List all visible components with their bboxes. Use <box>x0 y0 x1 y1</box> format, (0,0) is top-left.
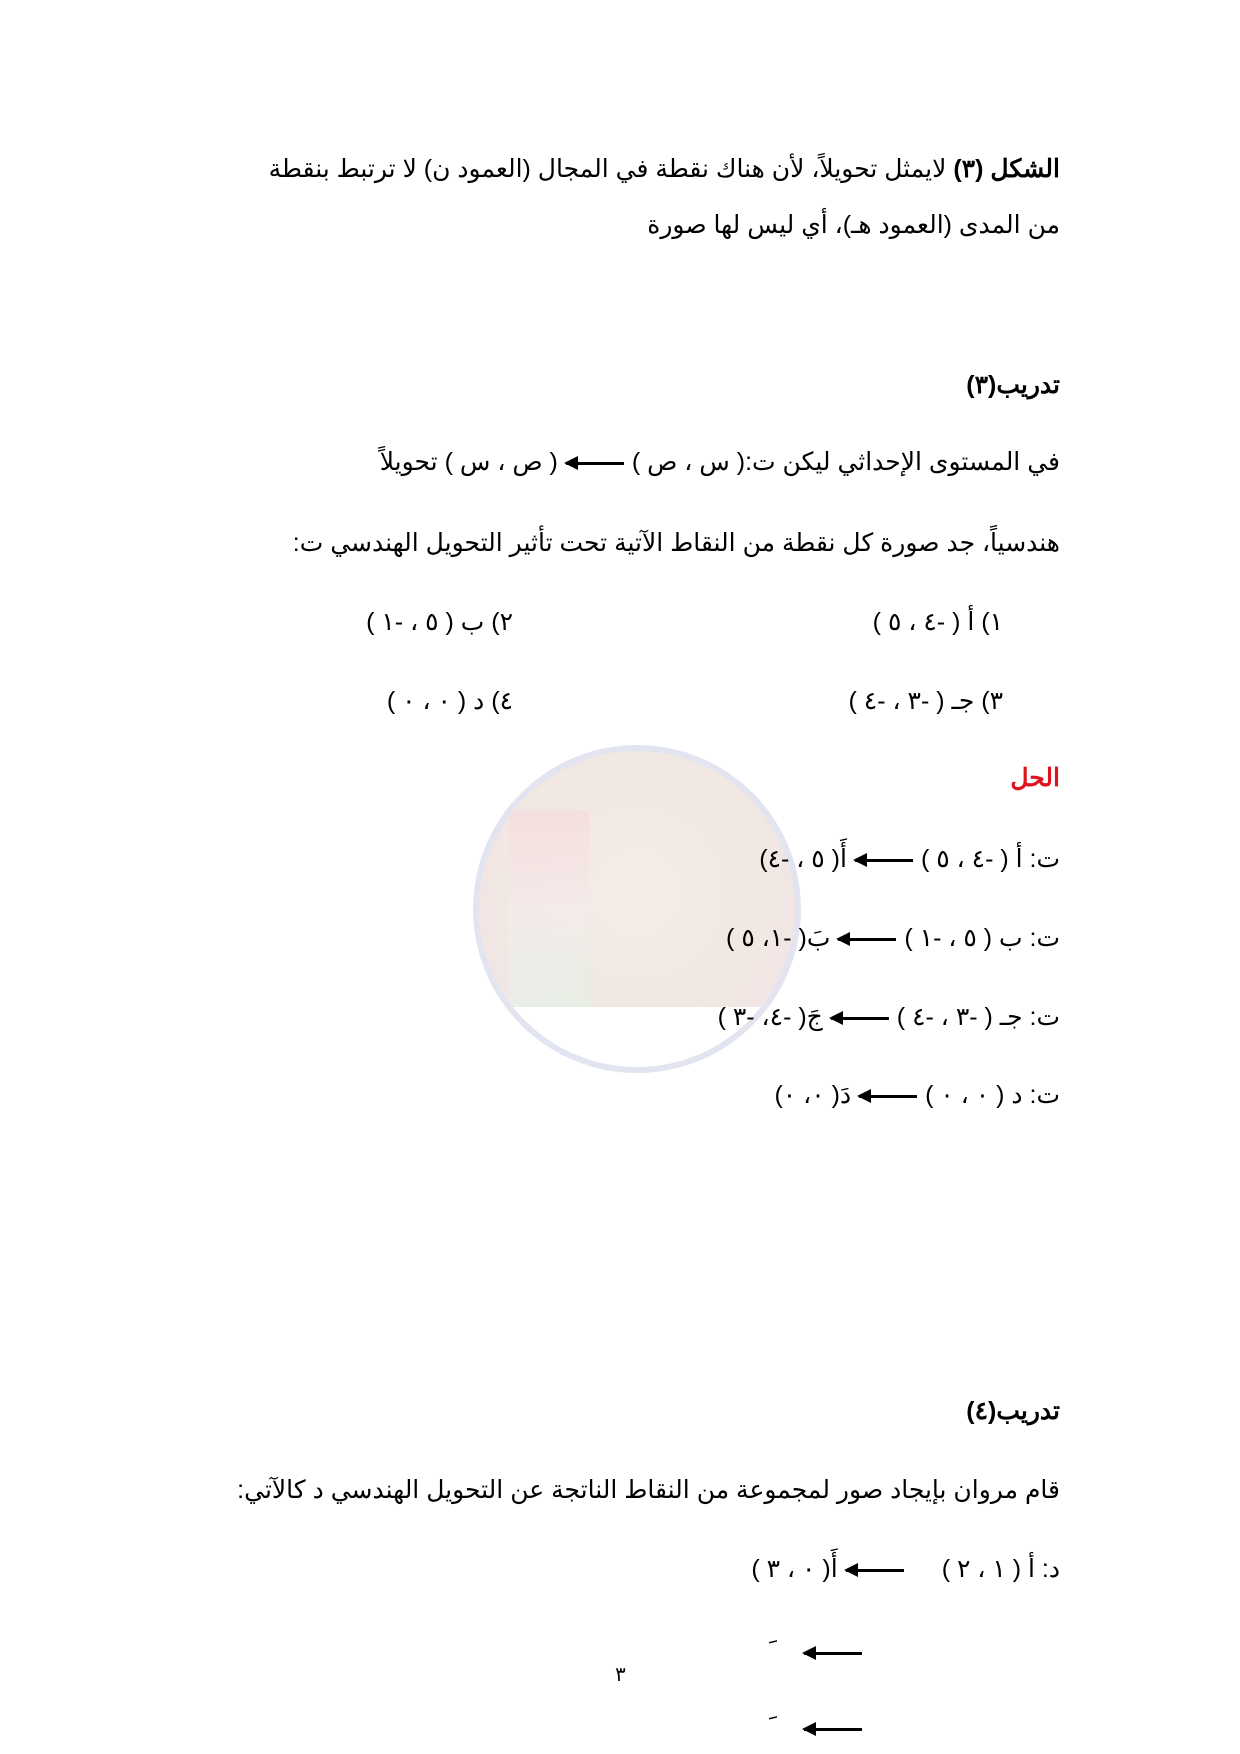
page-number: ٣ <box>615 1664 626 1686</box>
solution-from: ت: جـ ( -٣ ، -٤ ) <box>896 1003 1060 1031</box>
intro-part-a: في المستوى الإحداثي ليكن ت:( س ، ص ) <box>631 448 1060 476</box>
exercise3-intro <box>380 446 1060 478</box>
row-to: أَ( ٠ ، ٣ ) <box>751 1555 838 1583</box>
point-2: ٢) ب ( ٥ ، -١ ) <box>366 608 513 636</box>
solution-to: بَ( -١، ٥ ) <box>726 924 831 952</box>
point-3: ٣) جـ ( -٣ ، -٤ ) <box>848 687 1003 715</box>
intro-part-b: ( ص ، س ) تحويلاً <box>379 448 558 476</box>
solution-label: الحل <box>1010 764 1060 792</box>
arrow-icon <box>831 1017 889 1020</box>
exercise4-title: تدريب(٤) <box>966 1397 1060 1425</box>
solution-row <box>774 1079 1060 1111</box>
prime-mark <box>736 1711 796 1743</box>
exercise4-intro: قام مروان بإيجاد صور لمجموعة من النقاط الناتجة عن التحويل الهندسي د كالآتي: <box>237 1476 1060 1504</box>
solution-from: ت: ب ( ٥ ، -١ ) <box>904 924 1060 952</box>
exercise4-row <box>751 1553 1060 1585</box>
solution-from: ت: د ( ٠ ، ٠ ) <box>925 1081 1060 1109</box>
exercise3-instruction: هندسياً، جد صورة كل نقطة من النقاط الآتية تحت تأثير التحويل الهندسي ت: <box>292 529 1060 557</box>
shape3-line2: من المدى (العمود هـ)، أي ليس لها صورة <box>647 211 1060 239</box>
arrow-icon <box>566 462 624 465</box>
arrow-icon <box>855 859 913 862</box>
solution-to: جَ( -٤، -٣ ) <box>717 1003 823 1031</box>
exercise3-title: تدريب(٣) <box>966 371 1060 399</box>
arrow-icon <box>859 1095 917 1098</box>
solution-row <box>726 922 1060 954</box>
prime-mark <box>736 1635 796 1667</box>
row-from: د: أ ( ١ ، ٢ ) <box>941 1555 1060 1583</box>
solution-row <box>718 1001 1060 1033</box>
solution-from: ت: أ ( -٤ ، ٥ ) <box>920 845 1060 873</box>
shape3-text: لايمثل تحويلاً، لأن هناك نقطة في المجال (العمود ن) لا ترتبط بنقطة <box>268 155 947 183</box>
arrow-icon <box>838 938 896 941</box>
arrow-icon <box>804 1728 862 1731</box>
arrow-icon <box>804 1652 862 1655</box>
shape3-line1 <box>269 153 1060 185</box>
solution-row <box>759 843 1060 875</box>
exercise4-blank-row <box>736 1711 870 1744</box>
point-1: ١) أ ( -٤ ، ٥ ) <box>872 608 1003 636</box>
exercise4-blank-row <box>736 1635 870 1668</box>
point-4: ٤) د ( ٠ ، ٠ ) <box>386 687 513 715</box>
shape3-label: الشكل (٣) <box>953 155 1060 183</box>
solution-to: دَ( ٠، ٠) <box>774 1081 852 1109</box>
solution-to: أَ( ٥ ، -٤) <box>759 845 847 873</box>
arrow-icon <box>846 1569 904 1572</box>
